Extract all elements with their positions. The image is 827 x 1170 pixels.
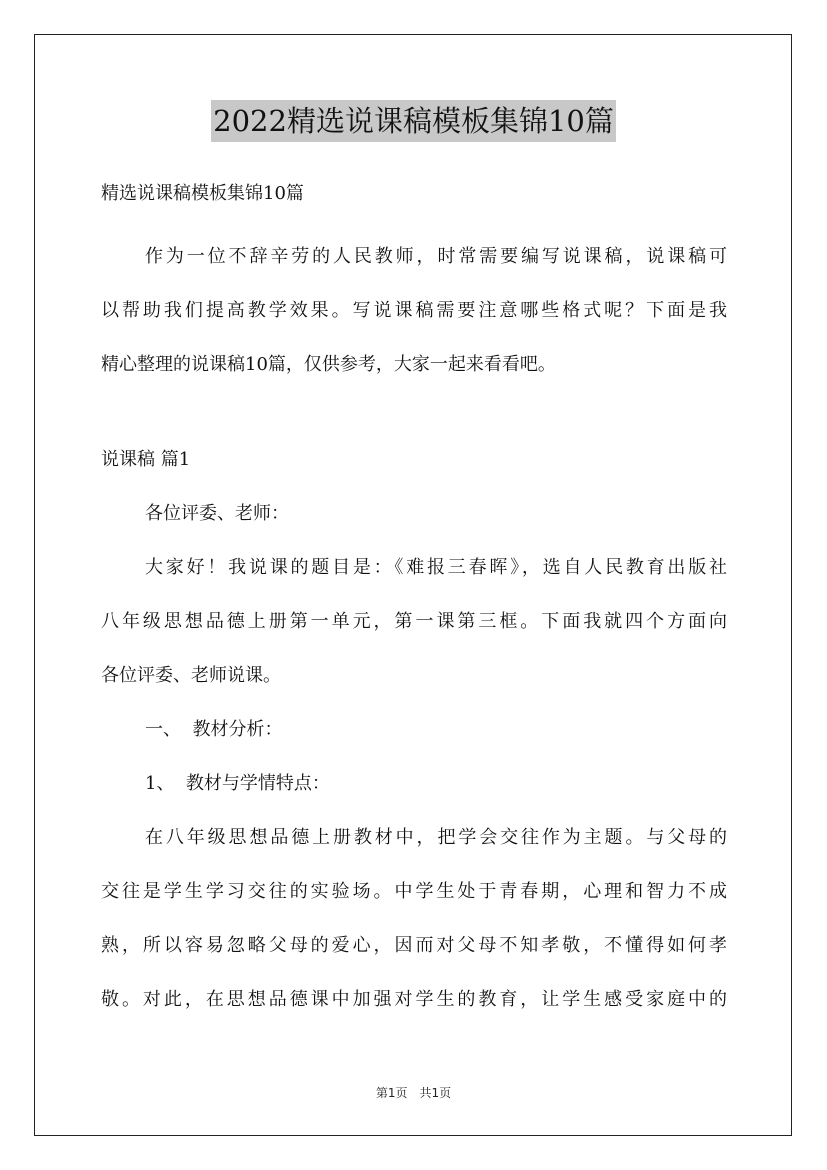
intro-line: 精心整理的说课稿10篇，仅供参考，大家一起来看看吧。 bbox=[101, 354, 556, 375]
intro-line: 以帮助我们提高教学效果。写说课稿需要注意哪些格式呢？下面是我 bbox=[101, 300, 727, 321]
analysis-line: 交往是学生学习交往的实验场。中学生处于青春期，心理和智力不成 bbox=[101, 881, 727, 902]
document-title: 2022精选说课稿模板集锦10篇 bbox=[211, 100, 616, 142]
analysis-line: 在八年级思想品德上册教材中，把学会交往作为主题。与父母的 bbox=[145, 827, 727, 848]
intro-line: 作为一位不辞辛劳的人民教师，时常需要编写说课稿，说课稿可 bbox=[145, 246, 727, 267]
page-total: 共1页 bbox=[419, 1086, 452, 1100]
document-body bbox=[101, 176, 727, 1027]
page-number: 第1页 bbox=[375, 1086, 408, 1100]
opening-line: 各位评委、老师说课。 bbox=[101, 665, 281, 686]
greeting-line: 各位评委、老师： bbox=[145, 503, 289, 524]
item-one-sub-paragraph bbox=[101, 757, 727, 811]
item-one-heading: 一、 教材分析： bbox=[145, 719, 283, 740]
document-subtitle: 精选说课稿模板集锦10篇 bbox=[101, 183, 304, 204]
opening-line: 八年级思想品德上册第一单元，第一课第三框。下面我就四个方面向 bbox=[101, 611, 727, 632]
opening-paragraph bbox=[101, 541, 727, 703]
greeting-paragraph bbox=[101, 487, 727, 541]
analysis-line: 熟，所以容易忽略父母的爱心，因而对父母不知孝敬，不懂得如何孝 bbox=[101, 935, 727, 956]
intro-paragraph bbox=[101, 230, 727, 392]
page-footer bbox=[0, 1084, 827, 1101]
title-container bbox=[0, 100, 827, 142]
section-heading: 说课稿 篇1 bbox=[101, 449, 191, 470]
opening-line: 大家好！我说课的题目是：《难报三春晖》，选自人民教育出版社 bbox=[145, 557, 727, 578]
analysis-line: 敬。对此，在思想品德课中加强对学生的教育，让学生感受家庭中的 bbox=[101, 989, 727, 1010]
item-one-paragraph bbox=[101, 703, 727, 757]
analysis-paragraph bbox=[101, 811, 727, 1027]
item-one-sub-heading: 1、 教材与学情特点： bbox=[145, 773, 330, 794]
